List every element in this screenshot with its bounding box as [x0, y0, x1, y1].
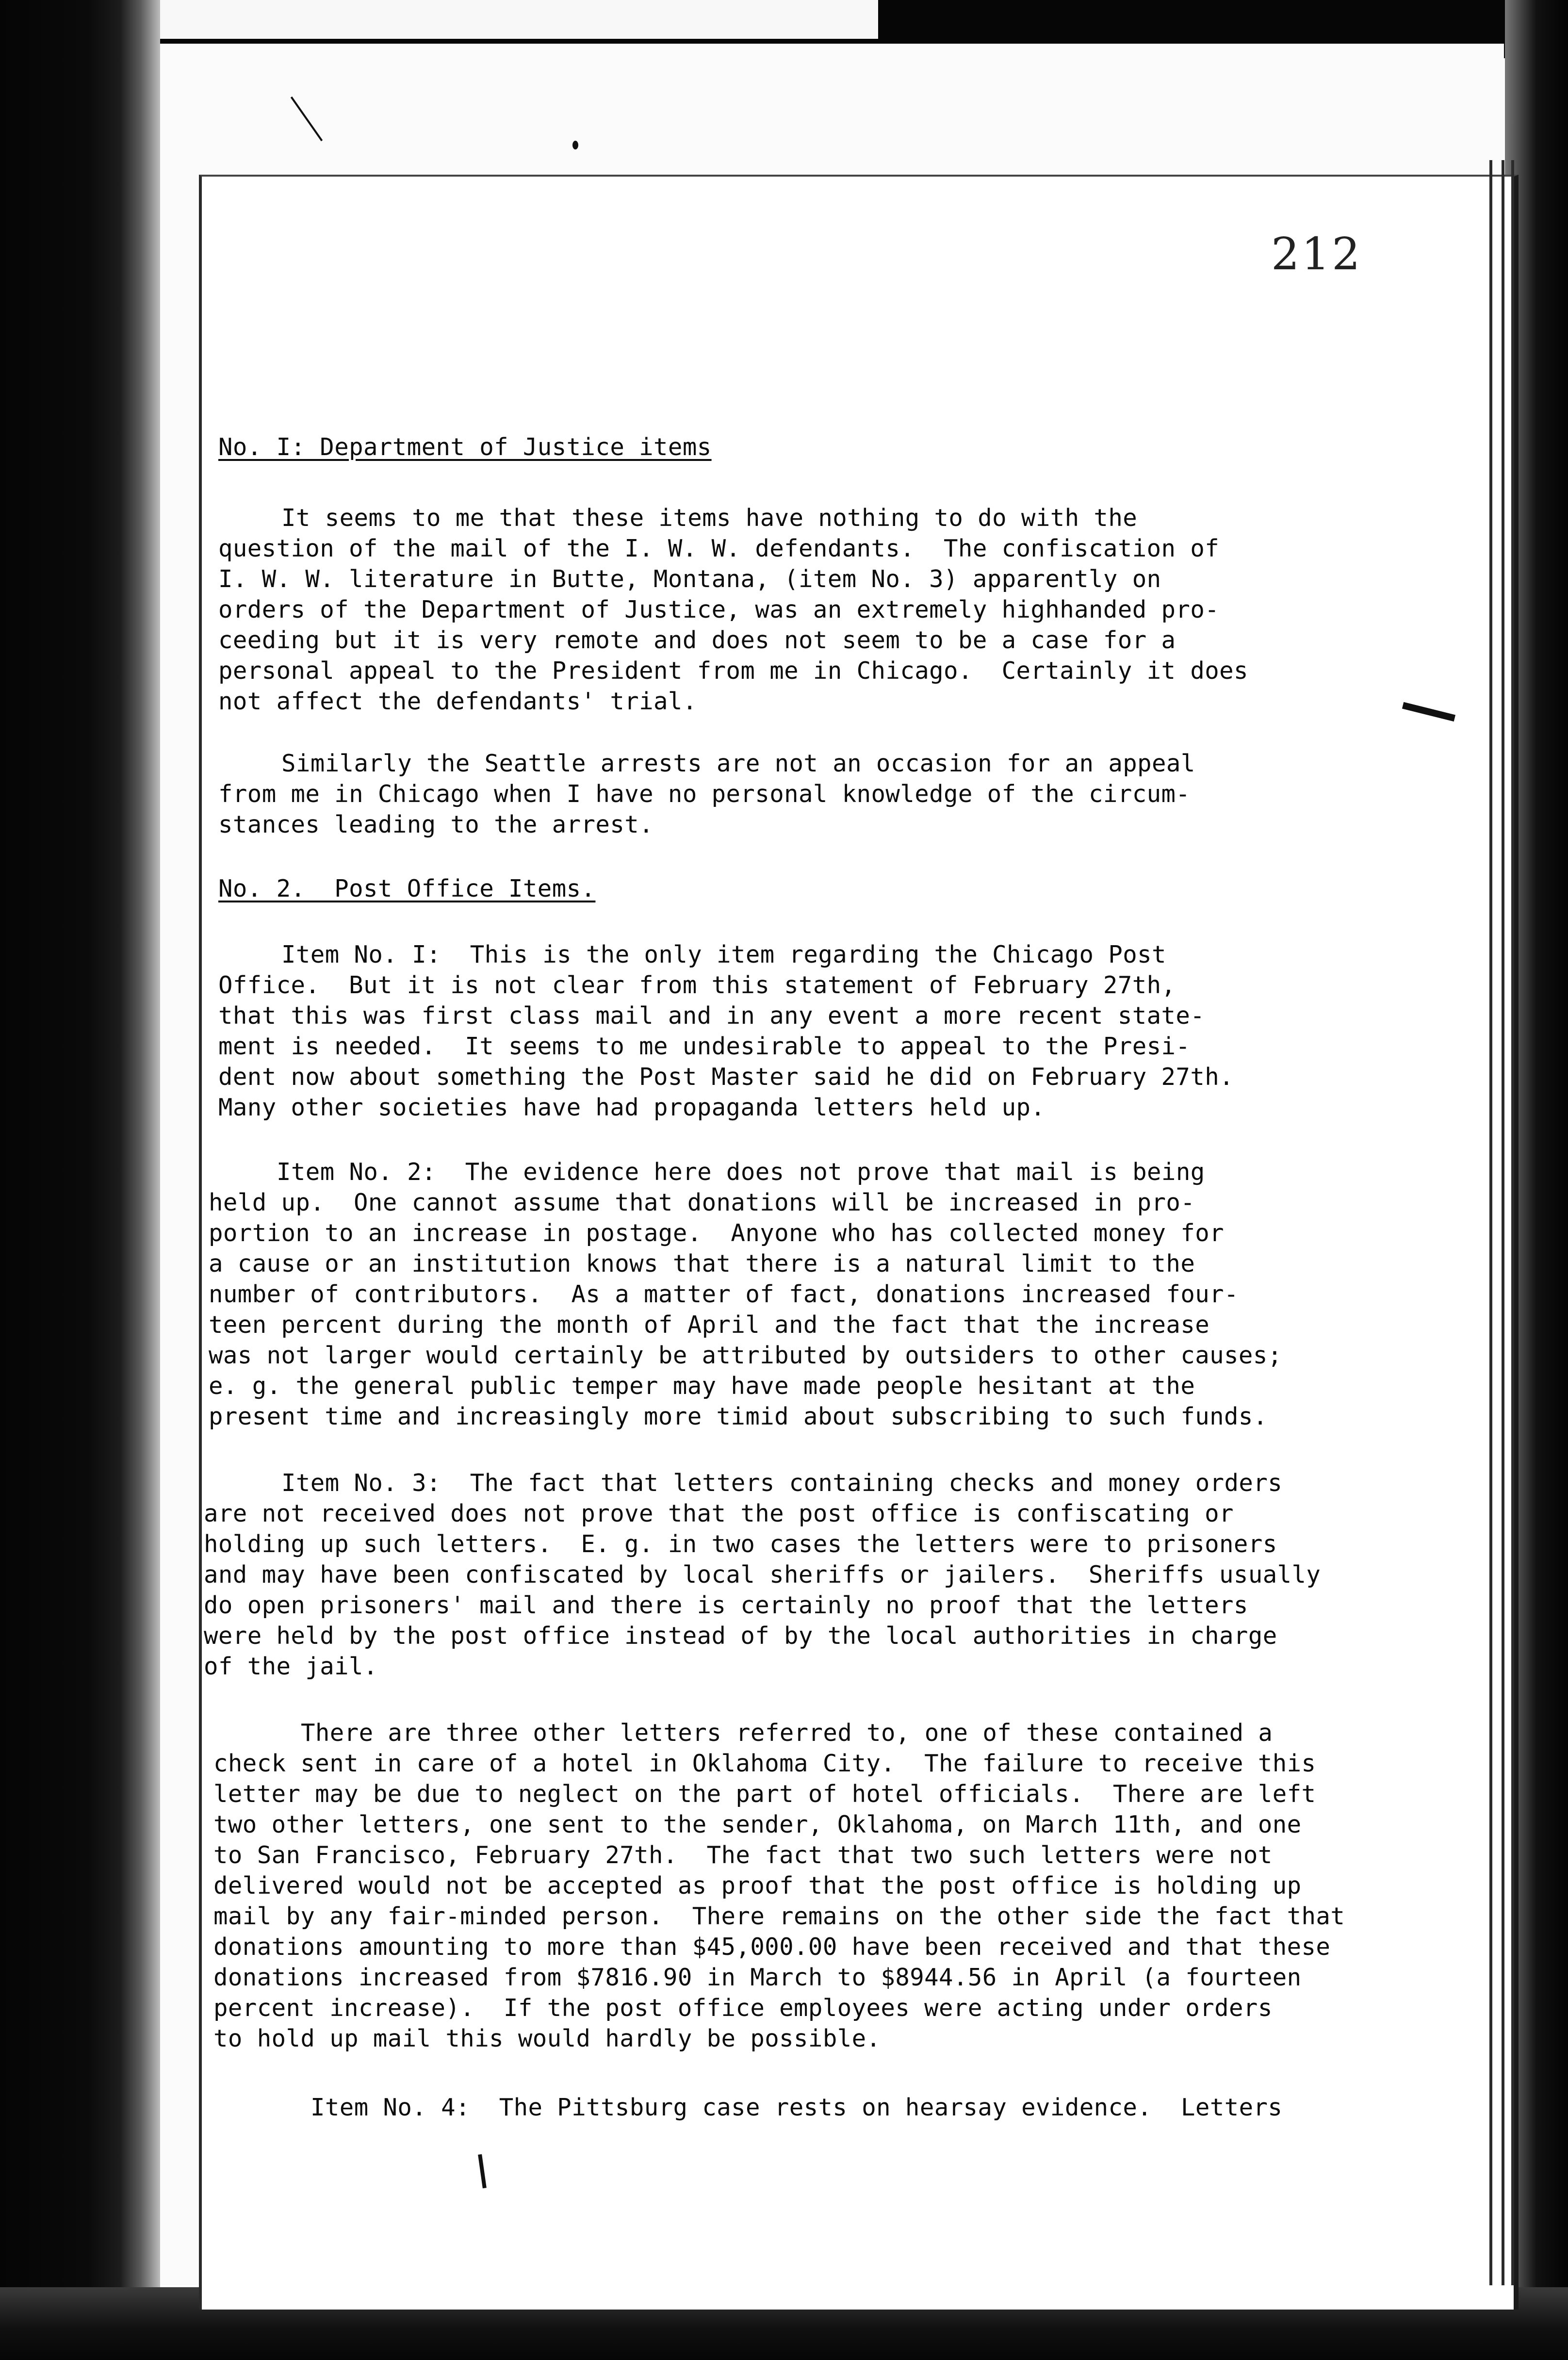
page-edge-line [1489, 160, 1492, 2285]
paragraph-line: stances leading to the arrest. [218, 811, 654, 838]
paragraph-line: I. W. W. literature in Butte, Montana, (item No. 3) apparently on [218, 565, 1161, 593]
page-number: 212 [1271, 228, 1362, 280]
paragraph-line: from me in Chicago when I have no personal knowledge of the circum- [218, 780, 1191, 808]
paragraph-line: number of contributors. As a matter of fact, donations increased four- [209, 1280, 1239, 1308]
scan-paper-top-strip [160, 0, 878, 39]
paragraph-line: two other letters, one sent to the sender, Oklahoma, on March 11th, and one [213, 1811, 1302, 1838]
paragraph-line: present time and increasingly more timid about subscribing to such funds. [209, 1403, 1268, 1430]
paragraph-line: teen percent during the month of April and the fact that the increase [209, 1311, 1210, 1339]
paragraph-line: Similarly the Seattle arrests are not an occasion for an appeal [281, 750, 1195, 777]
paragraph-line: was not larger would certainly be attributed by outsiders to other causes; [209, 1342, 1282, 1369]
paragraph-line: letter may be due to neglect on the part of hotel officials. There are left [213, 1780, 1316, 1808]
paragraph-line: check sent in care of a hotel in Oklahoma City. The failure to receive this [213, 1750, 1316, 1777]
paragraph-line: There are three other letters referred to, one of these contained a [301, 1719, 1273, 1747]
paragraph-line: held up. One cannot assume that donations will be increased in pro- [209, 1189, 1195, 1216]
paragraph-line: delivered would not be accepted as proof that the post office is holding up [213, 1872, 1302, 1900]
paragraph-line: dent now about something the Post Master said he did on February 27th. [218, 1063, 1234, 1091]
paragraph-line: donations increased from $7816.90 in March to $8944.56 in April (a fourteen [213, 1964, 1302, 1991]
paragraph-line: donations amounting to more than $45,000.00 have been received and that these [213, 1933, 1331, 1961]
paragraph-line: personal appeal to the President from me in Chicago. Certainly it does [218, 657, 1248, 685]
paragraph-line: not affect the defendants' trial. [218, 688, 697, 715]
paragraph-line: ment is needed. It seems to me undesirable to appeal to the Presi- [218, 1032, 1191, 1060]
page-edge-line [1502, 160, 1504, 2285]
paragraph-line: were held by the post office instead of by the local authorities in charge [204, 1622, 1277, 1650]
paragraph-line: that this was first class mail and in any event a more recent state- [218, 1002, 1205, 1030]
paragraph-line: do open prisoners' mail and there is certainly no proof that the letters [204, 1591, 1248, 1619]
paragraph-line: Office. But it is not clear from this statement of February 27th, [218, 971, 1176, 999]
section-heading-department-of-justice: No. I: Department of Justice items [218, 433, 712, 461]
paragraph-line: holding up such letters. E. g. in two cases the letters were to prisoners [204, 1530, 1277, 1558]
paragraph-line: orders of the Department of Justice, was an extremely highhanded pro- [218, 596, 1220, 623]
paragraph-line: Item No. I: This is the only item regarding the Chicago Post [281, 941, 1166, 968]
paragraph-line: It seems to me that these items have nothing to do with the [281, 504, 1138, 532]
paragraph-line: Item No. 2: The evidence here does not prove that mail is being [277, 1158, 1205, 1186]
paragraph-line: mail by any fair-minded person. There remains on the other side the fact that [213, 1902, 1345, 1930]
paragraph-line: Item No. 3: The fact that letters containing checks and money orders [281, 1469, 1283, 1497]
paragraph-line: portion to an increase in postage. Anyone who has collected money for [209, 1219, 1225, 1247]
paragraph-line: question of the mail of the I. W. W. defendants. The confiscation of [218, 535, 1220, 562]
scan-border-left [0, 0, 160, 2360]
paragraph-line: e. g. the general public temper may have made people hesitant at the [209, 1372, 1195, 1400]
paragraph-line: ceeding but it is very remote and does not seem to be a case for a [218, 626, 1176, 654]
paragraph-line: percent increase). If the post office employees were acting under orders [213, 1994, 1273, 2022]
paragraph-line: a cause or an institution knows that there is a natural limit to the [209, 1250, 1195, 1278]
paragraph-line: are not received does not prove that the post office is confiscating or [204, 1500, 1234, 1527]
paragraph-line: to San Francisco, February 27th. The fact that two such letters were not [213, 1841, 1273, 1869]
section-heading-post-office-items: No. 2. Post Office Items. [218, 875, 596, 902]
page-edge-line [1511, 160, 1514, 2285]
paragraph-line: of the jail. [204, 1653, 378, 1680]
paragraph-line: Item No. 4: The Pittsburg case rests on hearsay evidence. Letters [310, 2094, 1283, 2121]
stray-mark [572, 141, 578, 149]
paragraph-line: to hold up mail this would hardly be possible. [213, 2025, 881, 2052]
paragraph-line: Many other societies have had propaganda letters held up. [218, 1094, 1045, 1121]
paragraph-line: and may have been confiscated by local sheriffs or jailers. Sheriffs usually [204, 1561, 1321, 1589]
